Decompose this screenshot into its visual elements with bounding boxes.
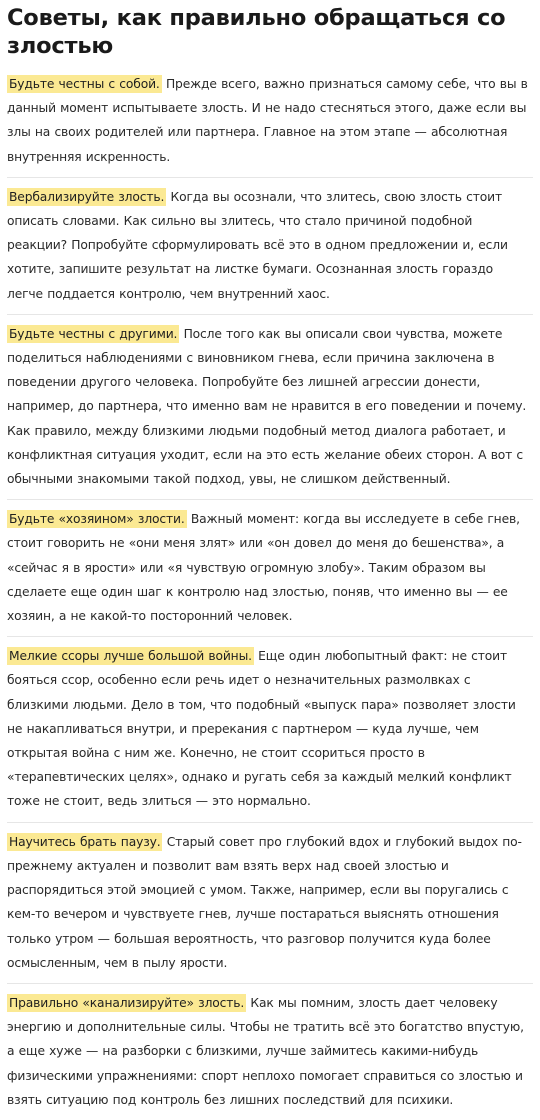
tip-body: Когда вы осознали, что злитесь, свою злость стоит описать словами. Как сильно вы злитесь, что стало причиной подобной реакции? Попробуйте сформулировать всё это в одном предложении и, если хотите, запишите результат на листке бумаги. Осознанная злость гораздо легче поддается контролю, чем внутренний хаос.	[7, 189, 508, 301]
tip-body: Как мы помним, злость дает человеку энергию и дополнительные силы. Чтобы не тратить всё это богатство впустую, а еще хуже — на разборки с близкими, лучше займитесь какими-нибудь физическими упражнениями: спорт неплохо помогает справиться со злостью и взять ситуацию под контроль без лишних последствий для психики.	[7, 995, 524, 1107]
tip-paragraph	[7, 983, 533, 1120]
tip-paragraph	[7, 177, 533, 314]
tip-paragraph	[7, 314, 533, 499]
tip-body: Прежде всего, важно признаться самому себе, что вы в данный момент испытываете злость. И не надо стесняться этого, даже если вы злы на своих родителей или партнера. Главное на этом этапе — абсолютная внутренняя искренность.	[7, 77, 528, 164]
tip-paragraph	[7, 636, 533, 821]
tip-body: Еще один любопытный факт: не стоит бояться ссор, особенно если речь идет о незначительных размолвках с близкими людьми. Дело в том, что подобный «выпуск пара» позволяет злости не накапливаться внутри, и пререкания с партнером — куда лучше, чем открытая война с ним же. Конечно, не стоит ссориться просто в «терапевтических целях», однако и ругать себя за каждый мелкий конфликт тоже не стоит, ведь злиться — это нормально.	[7, 649, 516, 809]
tip-heading-highlight: Будьте честны с другими.	[9, 326, 178, 341]
tip-body: После того как вы описали свои чувства, можете поделиться наблюдениями с виновником гнева, если причина заключена в поведении другого человека. Попробуйте без лишней агрессии донести, например, до партнера, что именно вам не нравится в его поведении и почему. Как правило, между близкими людьми подобный метод диалога работает, и конфликтная ситуация уходит, если на это есть желание обеих сторон. А вот с обычными знакомыми такой подход, увы, не слишком действенный.	[7, 326, 527, 487]
tip-body: Важный момент: когда вы исследуете в себе гнев, стоит говорить не «они меня злят» или «он довел до меня до бешенства», а «сейчас я в ярости» или «я чувствую огромную злобу». Таким образом вы сделаете еще один шаг к контролю над злостью, поняв, что именно вы — ее хозяин, а не какой-то посторонний человек.	[7, 512, 520, 624]
tip-heading-highlight: Будьте честны с собой.	[9, 77, 160, 91]
tip-body: Старый совет про глубокий вдох и глубокий выдох по-прежнему актуален и позволит вам взять верх над своей злостью и распорядиться этой эмоцией с умом. Также, например, если вы поругались с кем-то вечером и чувствуете гнев, лучше постараться выяснять отношения только утром — большая вероятность, что разговор получится куда более осмысленным, чем в пылу ярости.	[7, 834, 522, 970]
tip-heading-highlight: Мелкие ссоры лучше большой войны.	[9, 649, 252, 664]
tip-paragraph	[7, 499, 533, 636]
tip-paragraph	[7, 72, 533, 177]
tip-heading-highlight: Вербализируйте злость.	[9, 189, 165, 204]
tip-heading-highlight: Правильно «канализируйте» злость.	[9, 995, 245, 1010]
tip-paragraph	[7, 822, 533, 983]
tip-heading-highlight: Научитесь брать паузу.	[9, 834, 161, 849]
article-title: Советы, как правильно обращаться со злостью	[7, 5, 506, 59]
tip-heading-highlight: Будьте «хозяином» злости.	[9, 512, 185, 527]
